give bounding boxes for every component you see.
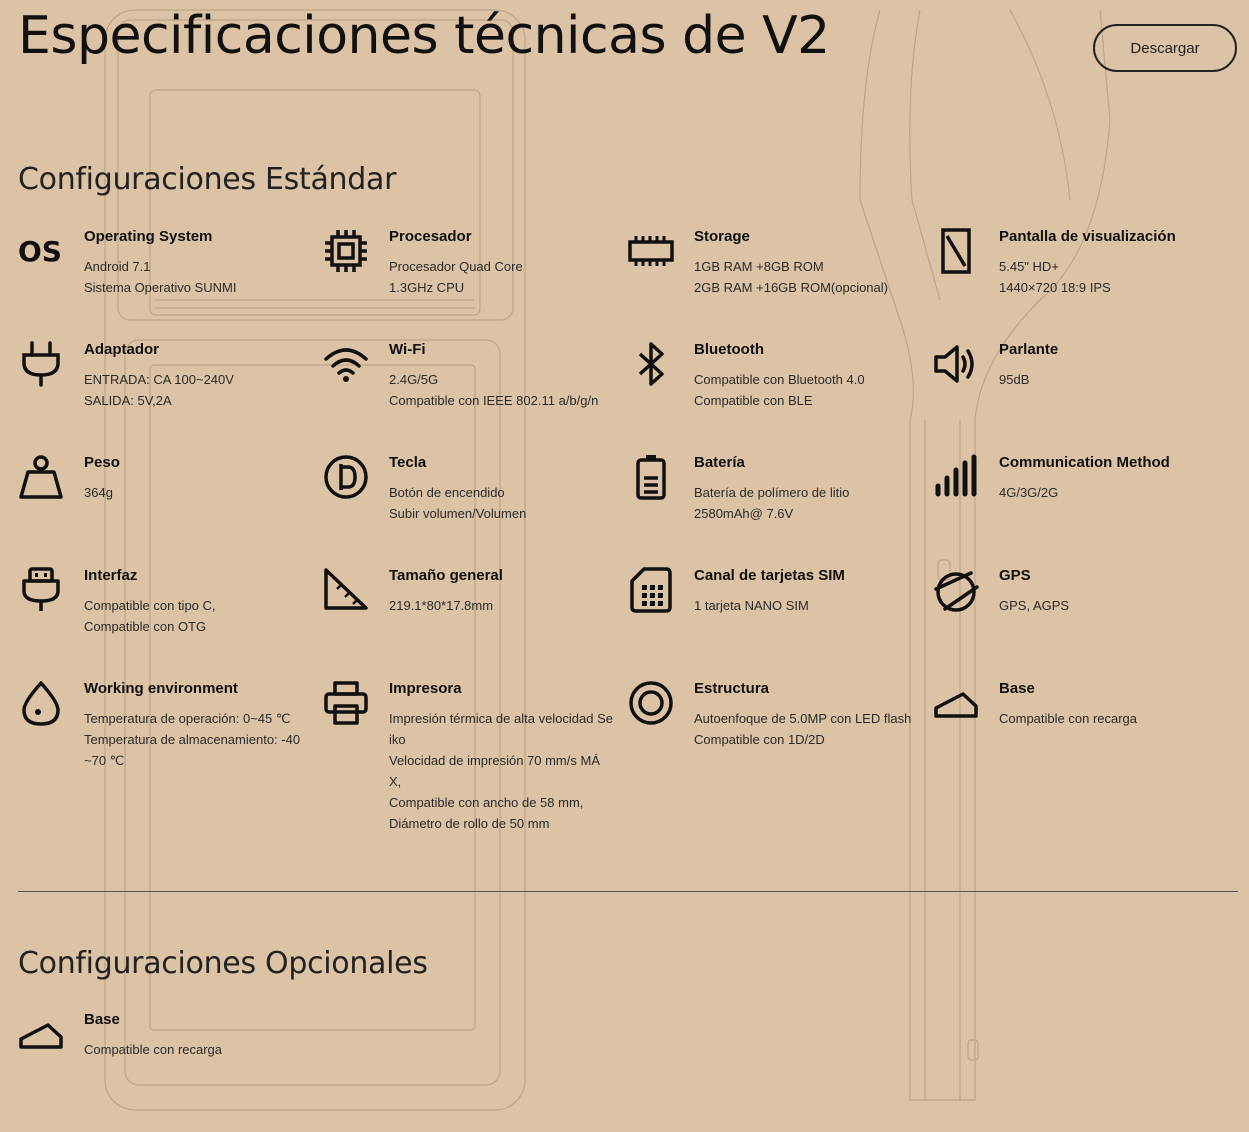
spec-detail-line: 364g <box>84 485 113 500</box>
spec-details <box>999 595 1235 616</box>
spec-detail-line: Compatible con tipo C, <box>84 598 216 613</box>
spec-detail-line: 95dB <box>999 372 1030 387</box>
camera-lens-icon <box>628 680 674 726</box>
display-screen-icon <box>933 228 979 274</box>
memory-storage-icon <box>628 228 674 274</box>
spec-item <box>323 680 628 890</box>
spec-detail-line: 2GB RAM +16GB ROM(opcional) <box>694 280 888 295</box>
spec-details <box>999 369 1235 390</box>
spec-detail-line: Procesador Quad Core <box>389 259 523 274</box>
spec-detail-line: Subir volumen/Volumen <box>389 506 527 521</box>
base-dock-icon <box>18 1011 64 1057</box>
spec-item <box>323 228 628 341</box>
spec-name: Canal de tarjetas SIM <box>694 567 845 584</box>
spec-item <box>628 341 933 454</box>
key-button-icon <box>323 454 369 500</box>
spec-detail-line: Compatible con 1D/2D <box>694 732 825 747</box>
spec-name: Communication Method <box>999 454 1170 471</box>
speaker-icon <box>933 341 979 387</box>
spec-details <box>84 1039 320 1060</box>
spec-name: Peso <box>84 454 120 471</box>
spec-name: Wi-Fi <box>389 341 426 358</box>
spec-detail-line: Batería de polímero de litio <box>694 485 850 500</box>
spec-details <box>694 482 930 524</box>
spec-detail-line: Velocidad de impresión 70 mm/s MÁ <box>389 753 600 768</box>
spec-details <box>84 595 320 637</box>
spec-detail-line: Compatible con recarga <box>84 1042 223 1057</box>
spec-details <box>694 595 930 616</box>
spec-detail-line: 4G/3G/2G <box>999 485 1059 500</box>
spec-details <box>389 256 625 298</box>
optional-spec-grid <box>18 1011 1238 1124</box>
spec-detail-line: 1GB RAM +8GB ROM <box>694 259 824 274</box>
spec-name: Batería <box>694 454 745 471</box>
base-dock-icon <box>933 680 979 726</box>
os-icon <box>18 228 64 274</box>
svg-text:OS: OS <box>18 235 62 268</box>
power-plug-icon <box>18 341 64 387</box>
spec-item <box>18 454 323 567</box>
signal-bars-icon <box>933 454 979 500</box>
spec-name: Interfaz <box>84 567 138 584</box>
spec-item <box>628 228 933 341</box>
spec-details <box>84 482 320 503</box>
spec-detail-line: Temperatura de almacenamiento: -40 <box>84 732 301 747</box>
spec-detail-line: Temperatura de operación: 0~45 ℃ <box>84 711 291 726</box>
processor-chip-icon <box>323 228 369 274</box>
water-drop-icon <box>18 680 64 726</box>
spec-name: Base <box>84 1011 120 1028</box>
spec-details <box>389 595 625 616</box>
spec-detail-line: Compatible con Bluetooth 4.0 <box>694 372 865 387</box>
standard-section-title: Configuraciones Estándar <box>18 162 397 197</box>
spec-name: Tecla <box>389 454 427 471</box>
spec-detail-line: 219.1*80*17.8mm <box>389 598 494 613</box>
spec-item <box>323 567 628 680</box>
spec-details <box>84 256 320 298</box>
spec-name: Adaptador <box>84 341 159 358</box>
spec-detail-line: Sistema Operativo SUNMI <box>84 280 237 295</box>
optional-section-title: Configuraciones Opcionales <box>18 946 428 981</box>
standard-spec-grid <box>18 228 1238 890</box>
spec-item <box>323 454 628 567</box>
wifi-icon <box>323 341 369 387</box>
spec-name: Estructura <box>694 680 770 697</box>
spec-detail-line: ~70 ℃ <box>84 753 125 768</box>
spec-detail-line: ENTRADA: CA 100~240V <box>84 372 234 387</box>
spec-item <box>18 567 323 680</box>
spec-item <box>18 680 323 793</box>
spec-detail-line: 2580mAh@ 7.6V <box>694 506 794 521</box>
spec-name: Operating System <box>84 228 213 245</box>
spec-detail-line: 1440×720 18:9 IPS <box>999 280 1111 295</box>
spec-item <box>933 228 1238 341</box>
spec-item <box>933 567 1238 680</box>
spec-name: Working environment <box>84 680 238 697</box>
spec-details <box>999 256 1235 298</box>
spec-detail-line: GPS, AGPS <box>999 598 1070 613</box>
spec-name: Bluetooth <box>694 341 764 358</box>
spec-detail-line: SALIDA: 5V,2A <box>84 393 172 408</box>
page-title: Especificaciones técnicas de V2 <box>18 6 830 66</box>
spec-detail-line: Compatible con BLE <box>694 393 813 408</box>
spec-item <box>18 228 323 341</box>
bluetooth-icon <box>628 341 674 387</box>
spec-name: Pantalla de visualización <box>999 228 1176 245</box>
spec-detail-line: X, <box>389 774 402 789</box>
dimension-ruler-icon <box>323 567 369 613</box>
spec-details <box>389 369 625 411</box>
spec-details <box>694 708 930 750</box>
spec-item <box>628 567 933 680</box>
spec-detail-line: Diámetro de rollo de 50 mm <box>389 816 550 831</box>
spec-name: GPS <box>999 567 1031 584</box>
spec-detail-line: 5.45" HD+ <box>999 259 1059 274</box>
download-button[interactable]: Descargar <box>1093 24 1237 72</box>
spec-item <box>628 680 933 793</box>
spec-name: Storage <box>694 228 750 245</box>
spec-item <box>933 454 1238 567</box>
spec-detail-line: Compatible con recarga <box>999 711 1138 726</box>
spec-detail-line: Android 7.1 <box>84 259 151 274</box>
spec-details <box>999 482 1235 503</box>
spec-item <box>18 341 323 454</box>
section-divider <box>18 891 1238 892</box>
spec-name: Parlante <box>999 341 1059 358</box>
spec-details <box>694 256 930 298</box>
spec-details <box>694 369 930 411</box>
battery-icon <box>628 454 674 500</box>
spec-detail-line: 1 tarjeta NANO SIM <box>694 598 809 613</box>
spec-detail-line: iko <box>389 732 406 747</box>
spec-item <box>628 454 933 567</box>
spec-name: Impresora <box>389 680 462 697</box>
usb-plug-icon <box>18 567 64 613</box>
spec-details <box>389 482 625 524</box>
spec-detail-line: Compatible con OTG <box>84 619 207 634</box>
spec-detail-line: Compatible con ancho de 58 mm, <box>389 795 584 810</box>
spec-detail-line: 2.4G/5G <box>389 372 439 387</box>
spec-name: Procesador <box>389 228 472 245</box>
spec-item <box>323 341 628 454</box>
spec-detail-line: 1.3GHz CPU <box>389 280 465 295</box>
spec-detail-line: Impresión térmica de alta velocidad Se <box>389 711 614 726</box>
spec-item <box>18 1011 323 1124</box>
spec-item <box>933 341 1238 454</box>
spec-details <box>84 708 320 771</box>
printer-icon <box>323 680 369 726</box>
spec-details <box>84 369 320 411</box>
spec-details <box>999 708 1235 729</box>
spec-item <box>933 680 1238 793</box>
spec-name: Base <box>999 680 1035 697</box>
spec-details <box>389 708 625 834</box>
spec-detail-line: Botón de encendido <box>389 485 505 500</box>
spec-name: Tamaño general <box>389 567 503 584</box>
spec-detail-line: Compatible con IEEE 802.11 a/b/g/n <box>389 393 599 408</box>
gps-icon <box>933 567 979 613</box>
sim-card-icon <box>628 567 674 613</box>
weight-icon <box>18 454 64 500</box>
spec-detail-line: Autoenfoque de 5.0MP con LED flash <box>694 711 912 726</box>
